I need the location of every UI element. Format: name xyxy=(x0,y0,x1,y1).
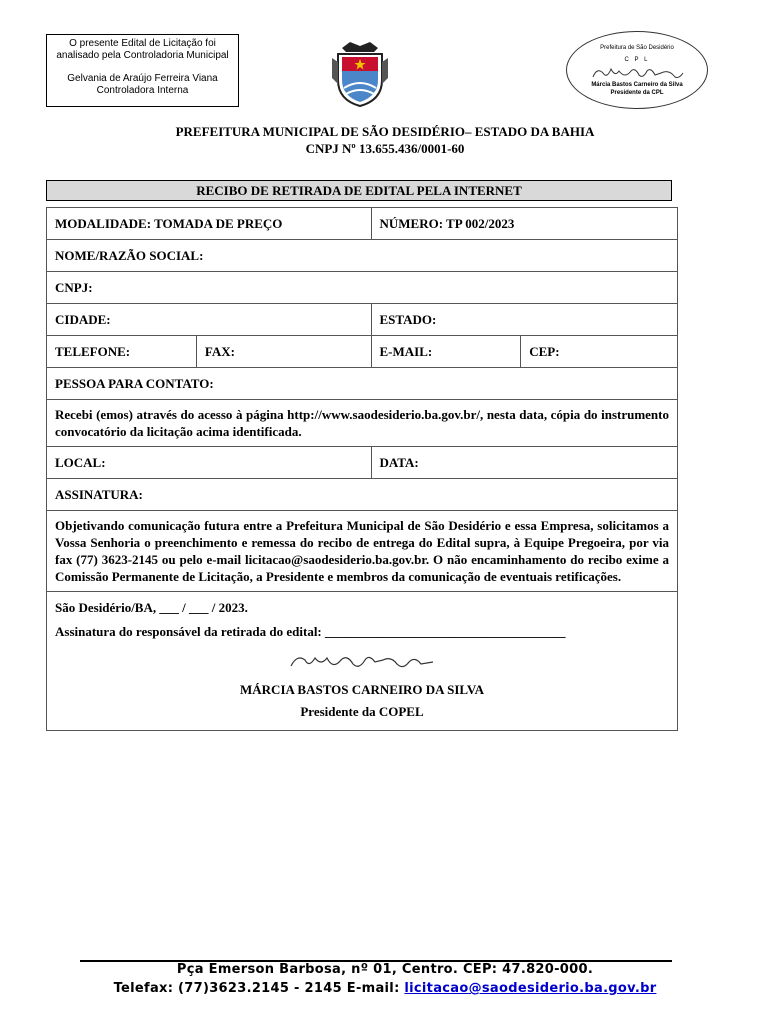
municipal-crest-icon xyxy=(330,38,390,108)
nome-field[interactable]: NOME/RAZÃO SOCIAL: xyxy=(47,240,678,272)
note-line-1: O presente Edital de Licitação foi xyxy=(69,38,216,49)
data-field[interactable]: DATA: xyxy=(371,447,678,479)
table-row xyxy=(47,511,678,592)
table-row xyxy=(47,592,678,731)
receipt-form-table xyxy=(46,207,678,731)
cnpj-field[interactable]: CNPJ: xyxy=(47,272,678,304)
estado-field[interactable]: ESTADO: xyxy=(371,304,678,336)
footer-telefax: Telefax: (77)3623.2145 - 2145 E-mail: xyxy=(113,981,405,996)
email-field[interactable]: E-MAIL: xyxy=(371,336,521,368)
table-row xyxy=(47,368,678,400)
fax-field[interactable]: FAX: xyxy=(196,336,371,368)
note-line-2: analisado pela Controladoria Municipal xyxy=(56,50,229,61)
table-row xyxy=(47,208,678,240)
objetivando-text: Objetivando comunicação futura entre a Prefeitura Municipal de São Desidério e essa Empresa, solicitamos a Vossa Senhoria o preenchimento e remessa do recibo de entrega do Edital supra, à Equipe Pregoeira, por via fax (77) 3623-2145 ou pelo e-mail licitacao@saodesiderio.ba.gov.br. O não encaminhamento do recibo exime a Comissão Permanente de Licitação, a Presidente e membros da comunicação de eventuais retificações. xyxy=(47,511,678,592)
footer-email-link[interactable]: licitacao@saodesiderio.ba.gov.br xyxy=(404,981,657,996)
cpl-stamp xyxy=(566,31,708,109)
note-line-4: Controladora Interna xyxy=(96,85,189,96)
table-row xyxy=(47,479,678,511)
contato-field[interactable]: PESSOA PARA CONTATO: xyxy=(47,368,678,400)
modalidade-cell: MODALIDADE: TOMADA DE PREÇO xyxy=(47,208,372,240)
stamp-line-1: Prefeitura de São Desidério xyxy=(600,45,674,51)
table-row xyxy=(47,272,678,304)
recebi-text: Recebi (emos) através do acesso à página http://www.saodesiderio.ba.gov.br/, nesta data, cópia do instrumento convocatório da licitação acima identificada. xyxy=(47,400,678,447)
table-row xyxy=(47,447,678,479)
cep-field[interactable]: CEP: xyxy=(521,336,678,368)
stamp-line-3: Márcia Bastos Carneiro da Silva xyxy=(591,82,683,88)
cidade-field[interactable]: CIDADE: xyxy=(47,304,372,336)
stamp-line-2: C P L xyxy=(624,57,650,63)
table-row xyxy=(47,304,678,336)
signer-role: Presidente da COPEL xyxy=(300,704,424,719)
responsavel-line: Assinatura do responsável da retirada do edital: _____________________________________ xyxy=(55,624,566,639)
header-prefeitura: PREFEITURA MUNICIPAL DE SÃO DESIDÉRIO– ESTADO DA BAHIA xyxy=(175,124,595,139)
assinatura-field[interactable]: ASSINATURA: xyxy=(47,479,678,511)
signature-section xyxy=(47,592,678,731)
form-title: RECIBO DE RETIRADA DE EDITAL PELA INTERNET xyxy=(46,180,672,201)
table-row xyxy=(47,400,678,447)
numero-cell: NÚMERO: TP 002/2023 xyxy=(371,208,678,240)
table-row xyxy=(47,240,678,272)
signature-icon xyxy=(287,650,437,676)
footer-contact xyxy=(0,981,770,996)
table-row xyxy=(47,336,678,368)
note-line-3: Gelvania de Araújo Ferreira Viana xyxy=(67,73,218,84)
header-cnpj: CNPJ Nº 13.655.436/0001-60 xyxy=(305,141,465,156)
footer-address: Pça Emerson Barbosa, nº 01, Centro. CEP: 47.820-000. xyxy=(176,962,594,977)
stamp-signature-icon xyxy=(591,65,685,83)
controladoria-note-box xyxy=(46,34,239,107)
stamp-line-4: Presidente da CPL xyxy=(610,90,664,96)
signer-name: MÁRCIA BASTOS CARNEIRO DA SILVA xyxy=(240,682,484,697)
date-line: São Desidério/BA, ___ / ___ / 2023. xyxy=(55,600,248,615)
local-field[interactable]: LOCAL: xyxy=(47,447,372,479)
telefone-field[interactable]: TELEFONE: xyxy=(47,336,197,368)
